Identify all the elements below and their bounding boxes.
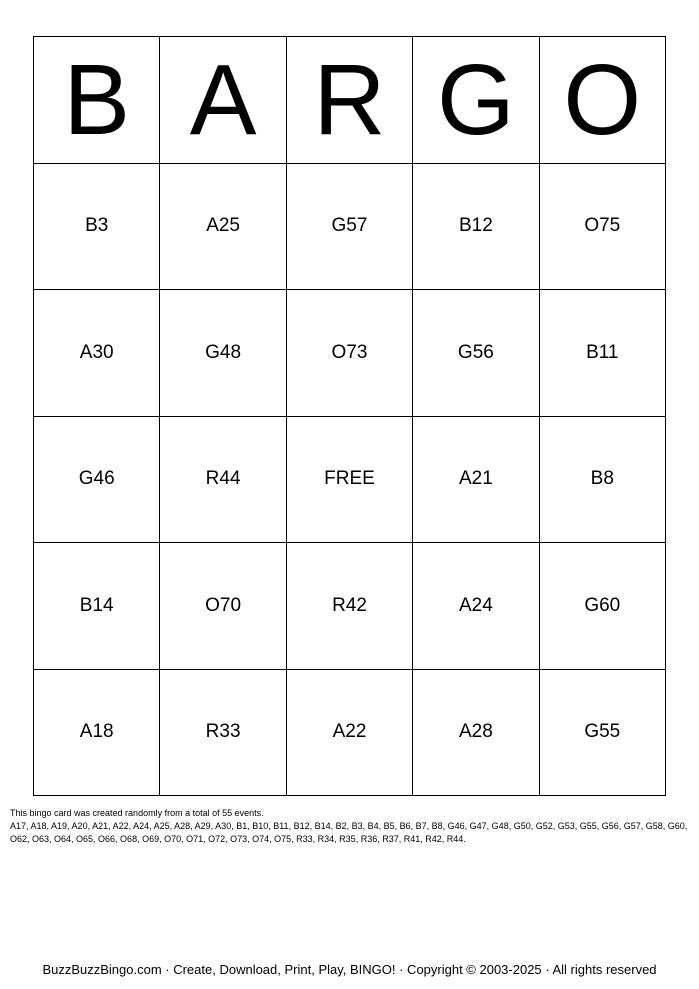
card-cell: G46 [34, 417, 160, 544]
note-event-list: A17, A18, A19, A20, A21, A22, A24, A25, A28, A29, A30, B1, B10, B11, B12, B14, B2, B3, B4, B5, B6, B7, B8, G46, G47, G48, G50, G52, G53, G55, G56, G57, G58, G60, O62, O63, O64, O65, O66, O68, O69, O70, O71, O72, O73, O74, O75, R33, R34, R35, R36, R37, R41, R42, R44. [10, 821, 688, 844]
card-cell: B12 [413, 164, 539, 291]
card-cell: G48 [160, 290, 286, 417]
card-cell: R44 [160, 417, 286, 544]
header-letter-5: O [540, 37, 666, 164]
footer: BuzzBuzzBingo.com · Create, Download, Print, Play, BINGO! · Copyright © 2003-2025 · All rights reserved [42, 962, 657, 977]
card-cell: A24 [413, 543, 539, 670]
card-cell: G60 [540, 543, 666, 670]
card-note [10, 807, 690, 846]
card-cell: G55 [540, 670, 666, 797]
card-cell: B8 [540, 417, 666, 544]
card-cell: A28 [413, 670, 539, 797]
free-cell: FREE [287, 417, 413, 544]
header-letter-2: A [160, 37, 286, 164]
card-cell: A22 [287, 670, 413, 797]
card-cell: B14 [34, 543, 160, 670]
card-cell: R33 [160, 670, 286, 797]
card-cell: O73 [287, 290, 413, 417]
card-cell: A21 [413, 417, 539, 544]
card-cell: A30 [34, 290, 160, 417]
card-cell: O75 [540, 164, 666, 291]
bingo-card [33, 36, 666, 796]
card-cell: G56 [413, 290, 539, 417]
card-cell: B11 [540, 290, 666, 417]
card-cell: A18 [34, 670, 160, 797]
header-letter-1: B [34, 37, 160, 164]
header-letter-3: R [287, 37, 413, 164]
card-cell: G57 [287, 164, 413, 291]
note-intro: This bingo card was created randomly from a total of 55 events. [10, 808, 264, 818]
card-cell: R42 [287, 543, 413, 670]
card-cell: A25 [160, 164, 286, 291]
card-cell: O70 [160, 543, 286, 670]
header-letter-4: G [413, 37, 539, 164]
card-cell: B3 [34, 164, 160, 291]
